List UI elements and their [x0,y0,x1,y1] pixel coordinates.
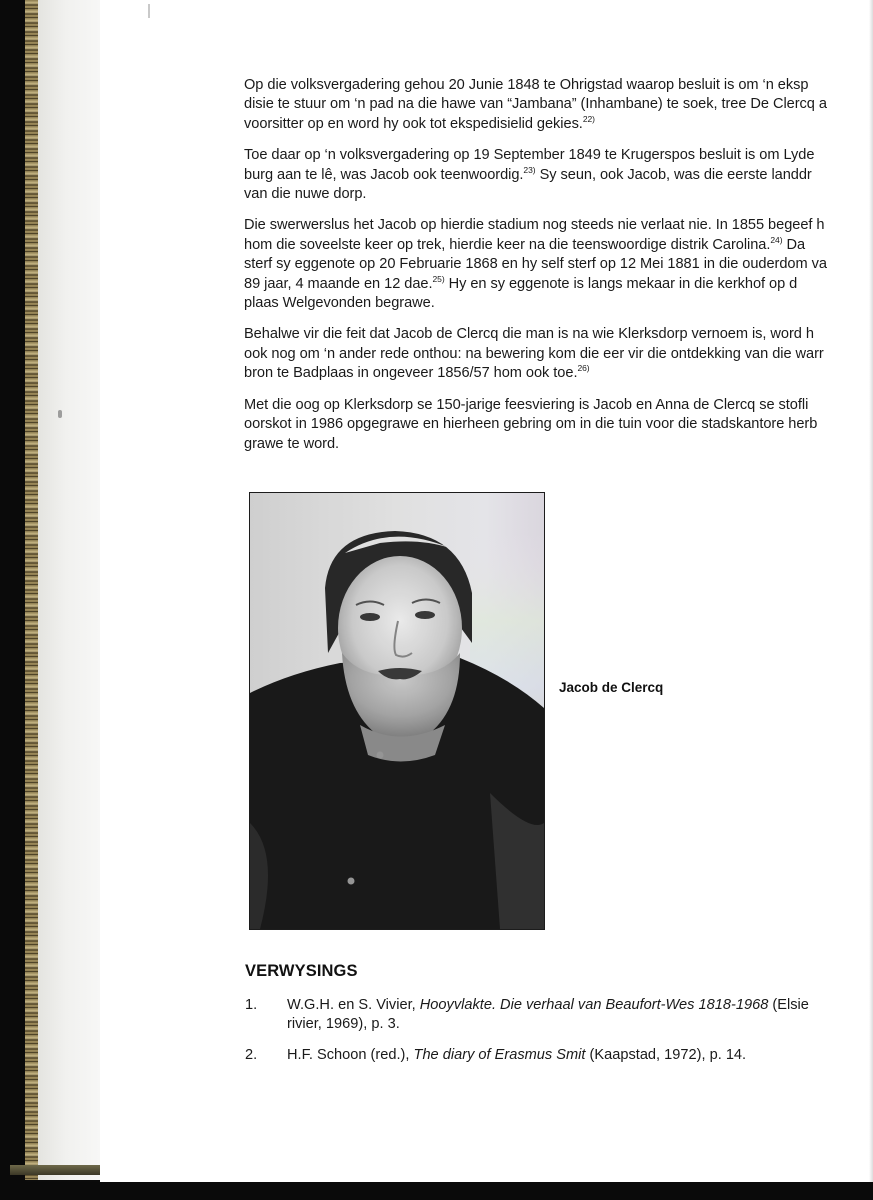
paragraph [244,216,873,313]
binding-stitching [25,0,38,1180]
text-line: Die swerwerslus het Jacob op hierdie stadium nog steeds nie verlaat nie. In 1855 begeef h [244,217,825,234]
text-line: Op die volksvergadering gehou 20 Junie 1848 te Ohrigstad waarop besluit is om ‘n eksp [244,77,809,93]
text-line: W.G.H. en S. Vivier, Hooyvlakte. Die verhaal van Beaufort-Wes 1818-1968 (Elsie [287,997,809,1013]
footnote-marker: 23) [523,164,536,175]
text-line: hom die soveelste keer op trek, hierdie keer na die teenswoordige distrik Carolina.$^{24)}$ Da [244,234,806,253]
text-line: 89 jaar, 4 maande en 12 dae.$^{25)}$ Hy en sy eggenote is langs mekaar in die kerkhof op d [244,273,798,292]
text-line: oorskot in 1986 opgegrawe en hierheen gebring om in die tuin voor die stadskantore herb [244,416,818,433]
portrait-photo [249,492,545,930]
text-line: bron te Badplaas in ongeveer 1856/57 hom ook toe.$^{26)}$ [244,363,590,382]
text-line: Met die oog op Klerksdorp se 150-jarige feesviering is Jacob en Anna de Clercq se stofli [244,396,809,413]
footnote-marker: 24) [770,234,783,245]
reference-number: 2. [245,1047,258,1063]
text-line: plaas Welgevonden begrawe. [244,295,435,312]
text-line: ook nog om ‘n ander rede onthou: na bewering kom die eer vir die ontdekking van die warr [244,345,824,362]
text-line: H.F. Schoon (red.), The diary of Erasmus Smit (Kaapstad, 1972), p. 14. [287,1047,747,1063]
reference-text [287,1046,746,1065]
text-line: Behalwe vir die feit dat Jacob de Clercq die man is na wie Klerksdorp vernoem is, word h [244,326,814,343]
page-gutter-shadow [38,0,100,1180]
paragraph [244,146,873,204]
text-line: sterf sy eggenote op 20 Februarie 1868 en hy self sterf op 12 Mei 1881 in die ouderdom va [244,256,827,273]
footnote-marker: 22) [582,113,595,124]
body-text [244,76,873,466]
text-line: voorsitter op en word hy ook tot ekspedisielid gekies.$^{22)}$ [244,113,595,132]
text-line: disie te stuur om ‘n pad na die hawe van “Jambana” (Inhambane) te soek, tree De Clercq a [244,96,827,113]
scan-bottom-border [0,1182,873,1200]
text-line: Toe daar op ‘n volksvergadering op 19 September 1849 te Krugerspos besluit is om Lyde [244,147,815,164]
reference-text [287,996,809,1035]
photo-caption: Jacob de Clercq [559,680,664,695]
scan-smudge [58,410,62,418]
book-binding [0,0,26,1200]
paragraph [244,396,873,454]
portrait-illustration [250,493,544,929]
text-line: burg aan te lê, was Jacob ook teenwoordig.$^{23)}$ Sy seun, ook Jacob, was die eerste landdr [244,164,812,183]
paragraph [244,76,873,134]
scan-mark [148,4,150,18]
reference-number: 1. [245,997,258,1013]
paragraph [244,325,873,383]
page-stack-edge [10,1165,110,1175]
text-line: van die nuwe dorp. [244,186,367,203]
text-line: grawe te word. [244,435,340,452]
references-heading: VERWYSINGS [245,962,358,980]
footnote-marker: 26) [577,363,590,374]
footnote-marker: 25) [432,273,445,284]
text-line: rivier, 1969), p. 3. [287,1016,400,1033]
